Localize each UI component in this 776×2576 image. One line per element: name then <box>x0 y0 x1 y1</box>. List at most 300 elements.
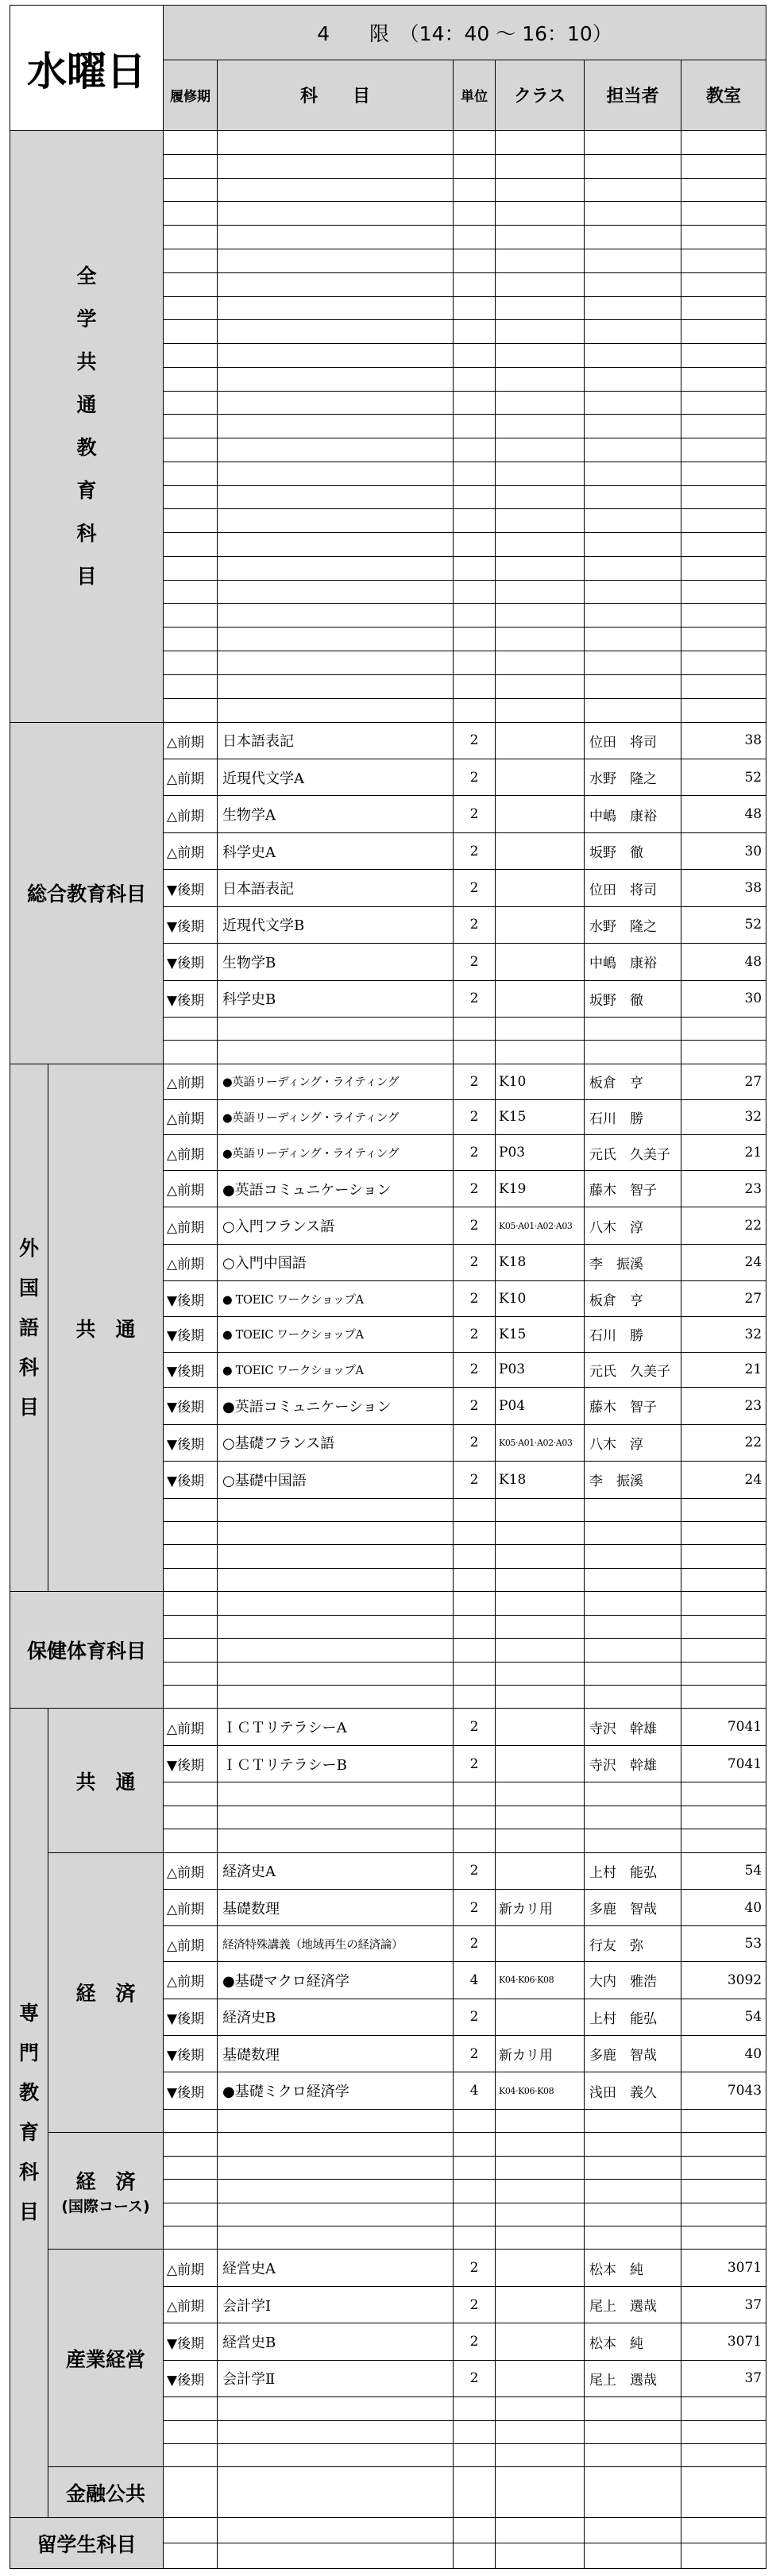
term-cell: ▼後期 <box>164 1352 218 1388</box>
room-cell: 54 <box>681 1999 766 2035</box>
empty-cell <box>218 2397 454 2420</box>
units-cell: 2 <box>454 759 496 796</box>
units-cell: 2 <box>454 1099 496 1135</box>
section-senmon-kyotsu: 共 通 <box>48 1709 164 1852</box>
subject-cell: ●英語リーディング・ライティング <box>218 1135 454 1171</box>
units-cell: 2 <box>454 1170 496 1207</box>
empty-cell <box>454 1615 496 1638</box>
empty-cell <box>681 2397 766 2420</box>
empty-cell <box>681 1782 766 1806</box>
empty-cell <box>218 2420 454 2443</box>
empty-cell <box>585 272 681 296</box>
empty-cell <box>164 556 218 580</box>
empty-cell <box>218 462 454 485</box>
term-cell: △前期 <box>164 1064 218 1099</box>
empty-cell <box>681 131 766 155</box>
empty-cell <box>681 651 766 675</box>
empty-cell <box>454 1686 496 1709</box>
empty-cell <box>496 2467 585 2518</box>
class-cell <box>496 1926 585 1962</box>
empty-cell <box>454 1041 496 1064</box>
units-cell: 2 <box>454 1852 496 1889</box>
empty-cell <box>585 1639 681 1662</box>
empty-cell <box>454 320 496 344</box>
teacher-cell: 元氏 久美子 <box>585 1135 681 1171</box>
section-char: 外 <box>18 1236 39 1260</box>
empty-cell <box>218 2226 454 2250</box>
empty-cell <box>164 272 218 296</box>
section-char: 全 <box>76 264 97 288</box>
empty-cell <box>496 1662 585 1685</box>
empty-cell <box>681 1017 766 1040</box>
room-cell: 27 <box>681 1064 766 1099</box>
empty-cell <box>218 651 454 675</box>
empty-cell <box>585 1829 681 1852</box>
empty-cell <box>218 2467 454 2518</box>
section-hoken: 保健体育科目 <box>10 1592 164 1709</box>
empty-cell <box>585 1545 681 1568</box>
section-sogo: 総合教育科目 <box>10 722 164 1064</box>
empty-cell <box>496 604 585 628</box>
empty-cell <box>164 2543 218 2568</box>
subject-cell: 会計学Ⅰ <box>218 2286 454 2323</box>
empty-cell <box>164 1041 218 1064</box>
teacher-cell: 尾上 選哉 <box>585 2286 681 2323</box>
empty-cell <box>164 1686 218 1709</box>
empty-cell <box>496 391 585 415</box>
class-cell <box>496 759 585 796</box>
section-char: 育 <box>18 2121 39 2145</box>
empty-cell <box>454 438 496 462</box>
empty-cell <box>454 462 496 485</box>
section-char: 目 <box>76 564 97 588</box>
empty-cell <box>218 1686 454 1709</box>
teacher-cell: 多鹿 智哉 <box>585 1890 681 1926</box>
empty-cell <box>496 154 585 178</box>
empty-cell <box>164 2467 218 2518</box>
empty-cell <box>164 1639 218 1662</box>
empty-cell <box>218 1017 454 1040</box>
section-senmon-kinyu: 金融公共 <box>48 2467 164 2518</box>
room-cell: 21 <box>681 1135 766 1171</box>
empty-cell <box>164 509 218 533</box>
empty-cell <box>681 320 766 344</box>
empty-cell <box>164 344 218 368</box>
term-cell: ▼後期 <box>164 1424 218 1461</box>
empty-cell <box>454 1662 496 1685</box>
empty-cell <box>454 1568 496 1591</box>
empty-cell <box>164 1017 218 1040</box>
empty-cell <box>496 1041 585 1064</box>
units-cell: 2 <box>454 1244 496 1280</box>
empty-cell <box>585 556 681 580</box>
class-cell <box>496 1709 585 1745</box>
empty-cell <box>164 131 218 155</box>
empty-cell <box>218 344 454 368</box>
table-row <box>10 1852 766 1889</box>
teacher-cell: 位田 将司 <box>585 870 681 906</box>
section-char: 共 <box>76 350 97 373</box>
empty-cell <box>496 462 585 485</box>
empty-cell <box>585 1017 681 1040</box>
empty-cell <box>454 509 496 533</box>
empty-cell <box>218 533 454 557</box>
empty-cell <box>454 485 496 509</box>
timetable <box>10 5 766 2569</box>
header-units: 単位 <box>454 60 496 130</box>
empty-cell <box>585 296 681 320</box>
empty-cell <box>496 178 585 202</box>
empty-cell <box>454 2543 496 2568</box>
subject-cell: ○入門中国語 <box>218 1244 454 1280</box>
empty-cell <box>218 2109 454 2132</box>
subject-cell: ○基礎フランス語 <box>218 1424 454 1461</box>
empty-cell <box>454 628 496 651</box>
subject-cell: ●英語リーディング・ライティング <box>218 1099 454 1135</box>
table-row <box>10 1064 766 1099</box>
empty-cell <box>218 485 454 509</box>
term-cell: ▼後期 <box>164 944 218 980</box>
empty-cell <box>585 604 681 628</box>
empty-cell <box>164 154 218 178</box>
empty-cell <box>496 698 585 722</box>
empty-cell <box>681 2467 766 2518</box>
empty-cell <box>454 2444 496 2467</box>
empty-cell <box>681 2156 766 2179</box>
empty-cell <box>164 485 218 509</box>
empty-cell <box>585 462 681 485</box>
teacher-cell: 寺沢 幹雄 <box>585 1709 681 1745</box>
empty-cell <box>681 2133 766 2156</box>
empty-cell <box>164 1568 218 1591</box>
class-cell <box>496 1852 585 1889</box>
room-cell: 52 <box>681 759 766 796</box>
empty-cell <box>218 1498 454 1521</box>
empty-cell <box>681 249 766 272</box>
class-cell: K04·K06·K08 <box>496 2072 585 2109</box>
empty-cell <box>164 391 218 415</box>
room-cell: 27 <box>681 1281 766 1317</box>
empty-cell <box>496 485 585 509</box>
units-cell: 2 <box>454 944 496 980</box>
empty-cell <box>454 131 496 155</box>
section-char: 教 <box>18 2081 39 2105</box>
term-cell: △前期 <box>164 1207 218 1244</box>
units-cell: 2 <box>454 980 496 1017</box>
empty-cell <box>454 249 496 272</box>
room-cell: 40 <box>681 2035 766 2072</box>
class-cell: P03 <box>496 1135 585 1171</box>
empty-cell <box>454 2397 496 2420</box>
empty-cell <box>585 2180 681 2203</box>
empty-cell <box>585 438 681 462</box>
room-cell: 22 <box>681 1207 766 1244</box>
empty-cell <box>585 367 681 391</box>
empty-cell <box>218 131 454 155</box>
empty-cell <box>164 2203 218 2226</box>
class-cell <box>496 1745 585 1782</box>
empty-cell <box>218 320 454 344</box>
term-cell: △前期 <box>164 1135 218 1171</box>
teacher-cell: 浅田 義久 <box>585 2072 681 2109</box>
subject-cell: 経営史B <box>218 2323 454 2360</box>
table-row <box>10 131 766 155</box>
units-cell: 2 <box>454 906 496 943</box>
empty-cell <box>681 226 766 249</box>
empty-cell <box>681 391 766 415</box>
empty-cell <box>218 202 454 226</box>
empty-cell <box>496 226 585 249</box>
empty-cell <box>681 1521 766 1544</box>
empty-cell <box>454 1829 496 1852</box>
empty-cell <box>496 2156 585 2179</box>
empty-cell <box>681 1829 766 1852</box>
empty-cell <box>454 698 496 722</box>
empty-cell <box>164 651 218 675</box>
term-cell: ▼後期 <box>164 2323 218 2360</box>
class-cell: K05·A01·A02·A03 <box>496 1207 585 1244</box>
empty-cell <box>454 178 496 202</box>
empty-cell <box>585 651 681 675</box>
class-cell: K18 <box>496 1462 585 1498</box>
kokusai-line2: (国際コース) <box>61 2197 150 2215</box>
empty-cell <box>218 1829 454 1852</box>
empty-cell <box>681 533 766 557</box>
empty-cell <box>681 1662 766 1685</box>
subject-cell: 経済史A <box>218 1852 454 1889</box>
term-cell: △前期 <box>164 1099 218 1135</box>
section-char: 専 <box>18 2002 39 2026</box>
empty-cell <box>164 2156 218 2179</box>
empty-cell <box>585 2203 681 2226</box>
class-cell: K05·A01·A02·A03 <box>496 1424 585 1461</box>
empty-cell <box>454 1498 496 1521</box>
term-cell: ▼後期 <box>164 2035 218 2072</box>
empty-cell <box>496 556 585 580</box>
subject-cell: 基礎数理 <box>218 2035 454 2072</box>
class-cell <box>496 2323 585 2360</box>
empty-cell <box>585 2133 681 2156</box>
empty-cell <box>454 2226 496 2250</box>
empty-cell <box>496 320 585 344</box>
units-cell: 2 <box>454 796 496 832</box>
teacher-cell: 上村 能弘 <box>585 1999 681 2035</box>
teacher-cell: 八木 淳 <box>585 1207 681 1244</box>
subject-cell: ＩＣＴリテラシーA <box>218 1709 454 1745</box>
class-cell <box>496 906 585 943</box>
section-char: 門 <box>18 2041 39 2065</box>
empty-cell <box>496 2203 585 2226</box>
teacher-cell: 李 振溪 <box>585 1244 681 1280</box>
empty-cell <box>585 1806 681 1829</box>
empty-cell <box>218 698 454 722</box>
class-cell <box>496 870 585 906</box>
units-cell: 2 <box>454 1709 496 1745</box>
room-cell: 38 <box>681 722 766 759</box>
empty-cell <box>681 580 766 604</box>
units-cell: 2 <box>454 1207 496 1244</box>
empty-cell <box>496 1592 585 1615</box>
units-cell: 2 <box>454 832 496 869</box>
empty-cell <box>681 178 766 202</box>
empty-cell <box>681 2543 766 2568</box>
empty-cell <box>681 1041 766 1064</box>
section-char: 科 <box>18 1355 39 1379</box>
empty-cell <box>454 580 496 604</box>
room-cell: 32 <box>681 1316 766 1352</box>
class-cell: K10 <box>496 1064 585 1099</box>
empty-cell <box>681 1806 766 1829</box>
teacher-cell: 松本 純 <box>585 2323 681 2360</box>
class-cell: K19 <box>496 1170 585 1207</box>
term-cell: △前期 <box>164 1890 218 1926</box>
empty-cell <box>218 2133 454 2156</box>
empty-cell <box>585 226 681 249</box>
subject-cell: 科学史B <box>218 980 454 1017</box>
units-cell: 2 <box>454 1135 496 1171</box>
empty-cell <box>681 1615 766 1638</box>
empty-cell <box>454 2156 496 2179</box>
empty-cell <box>218 509 454 533</box>
empty-cell <box>585 2543 681 2568</box>
empty-cell <box>454 1017 496 1040</box>
period-header: 4 限 （14：40 ～ 16：10） <box>164 6 766 60</box>
empty-cell <box>496 509 585 533</box>
empty-cell <box>496 2444 585 2467</box>
empty-cell <box>585 509 681 533</box>
term-cell: △前期 <box>164 1170 218 1207</box>
empty-cell <box>454 533 496 557</box>
empty-cell <box>164 462 218 485</box>
empty-cell <box>164 628 218 651</box>
section-gaikoku-kyotsu: 共 通 <box>48 1064 164 1591</box>
empty-cell <box>164 1615 218 1638</box>
class-cell <box>496 722 585 759</box>
class-cell: P03 <box>496 1352 585 1388</box>
class-cell <box>496 2250 585 2286</box>
empty-cell <box>218 1041 454 1064</box>
empty-cell <box>454 556 496 580</box>
term-cell: △前期 <box>164 2286 218 2323</box>
header-term: 履修期 <box>164 60 218 130</box>
room-cell: 7043 <box>681 2072 766 2109</box>
teacher-cell: 松本 純 <box>585 2250 681 2286</box>
term-cell: △前期 <box>164 2250 218 2286</box>
empty-cell <box>454 154 496 178</box>
empty-cell <box>585 485 681 509</box>
empty-cell <box>164 2109 218 2132</box>
empty-cell <box>454 2518 496 2543</box>
table-row <box>10 722 766 759</box>
empty-cell <box>164 1592 218 1615</box>
empty-cell <box>681 604 766 628</box>
empty-cell <box>164 604 218 628</box>
section-char: 育 <box>76 478 97 502</box>
section-senmon-kokusai <box>48 2133 164 2250</box>
section-senmon-sangyo: 産業経営 <box>48 2250 164 2467</box>
empty-cell <box>585 1592 681 1615</box>
empty-cell <box>681 1592 766 1615</box>
subject-cell: 日本語表記 <box>218 870 454 906</box>
empty-cell <box>585 154 681 178</box>
empty-cell <box>496 202 585 226</box>
teacher-cell: 寺沢 幹雄 <box>585 1745 681 1782</box>
empty-cell <box>496 1017 585 1040</box>
empty-cell <box>454 296 496 320</box>
subject-cell: ●英語コミュニケーション <box>218 1388 454 1424</box>
empty-cell <box>454 344 496 368</box>
empty-cell <box>496 1806 585 1829</box>
subject-cell: 経済特殊講義（地域再生の経済論） <box>218 1926 454 1962</box>
empty-cell <box>496 131 585 155</box>
subject-cell: 経済史B <box>218 1999 454 2035</box>
empty-cell <box>218 580 454 604</box>
units-cell: 4 <box>454 2072 496 2109</box>
empty-cell <box>585 1662 681 1685</box>
empty-cell <box>585 2397 681 2420</box>
empty-cell <box>585 1521 681 1544</box>
class-cell: K15 <box>496 1099 585 1135</box>
table-row <box>10 2467 766 2518</box>
subject-cell: ＩＣＴリテラシーB <box>218 1745 454 1782</box>
units-cell: 2 <box>454 1999 496 2035</box>
term-cell: ▼後期 <box>164 1999 218 2035</box>
empty-cell <box>681 2226 766 2250</box>
subject-cell: ●英語コミュニケーション <box>218 1170 454 1207</box>
teacher-cell: 藤木 智子 <box>585 1170 681 1207</box>
empty-cell <box>218 1782 454 1806</box>
units-cell: 2 <box>454 1745 496 1782</box>
teacher-cell: 板倉 亨 <box>585 1281 681 1317</box>
class-cell: K15 <box>496 1316 585 1352</box>
units-cell: 2 <box>454 2286 496 2323</box>
term-cell: ▼後期 <box>164 1745 218 1782</box>
empty-cell <box>218 272 454 296</box>
section-char: 目 <box>18 1395 39 1419</box>
empty-cell <box>496 2420 585 2443</box>
subject-cell: 日本語表記 <box>218 722 454 759</box>
room-cell: 37 <box>681 2360 766 2396</box>
empty-cell <box>218 438 454 462</box>
empty-cell <box>454 651 496 675</box>
section-char: 教 <box>76 435 97 459</box>
empty-cell <box>585 2467 681 2518</box>
term-cell: ▼後期 <box>164 1281 218 1317</box>
class-cell: K10 <box>496 1281 585 1317</box>
units-cell: 2 <box>454 1890 496 1926</box>
section-gaikoku <box>10 1064 48 1591</box>
class-cell: 新カリ用 <box>496 1890 585 1926</box>
empty-cell <box>681 1498 766 1521</box>
room-cell: 23 <box>681 1388 766 1424</box>
empty-cell <box>454 415 496 438</box>
empty-cell <box>454 2180 496 2203</box>
teacher-cell: 石川 勝 <box>585 1316 681 1352</box>
empty-cell <box>681 2203 766 2226</box>
day-title: 水曜日 <box>10 6 164 131</box>
empty-cell <box>454 1545 496 1568</box>
term-cell: △前期 <box>164 1926 218 1962</box>
empty-cell <box>681 674 766 698</box>
teacher-cell: 位田 将司 <box>585 722 681 759</box>
empty-cell <box>681 2109 766 2132</box>
term-cell: △前期 <box>164 1709 218 1745</box>
empty-cell <box>218 178 454 202</box>
teacher-cell: 水野 隆之 <box>585 759 681 796</box>
empty-cell <box>496 344 585 368</box>
empty-cell <box>454 2467 496 2518</box>
section-zengaku <box>10 131 164 722</box>
